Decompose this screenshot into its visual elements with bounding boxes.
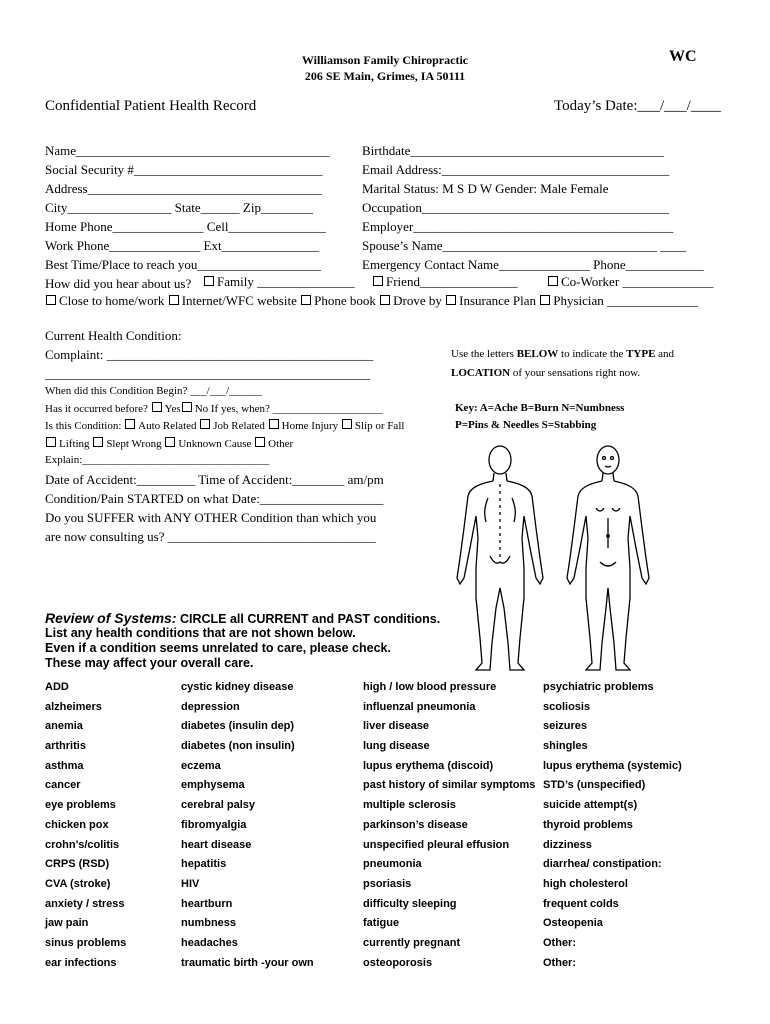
checkbox-yes[interactable] (152, 402, 162, 412)
referral-row-2: Close to home/work Internet/WFC website Phone book Drove by Insurance Plan Physician ______________ (45, 293, 698, 309)
checkbox-close-to-home[interactable] (46, 295, 56, 305)
checkbox-slept-wrong[interactable] (93, 437, 103, 447)
ros-column-2 (181, 678, 314, 973)
ros-condition-item[interactable]: anxiety / stress (45, 897, 125, 910)
checkbox-auto-related[interactable] (125, 419, 135, 429)
referral-coworker[interactable]: Co-Worker ______________ (547, 274, 713, 290)
checkbox-insurance-plan[interactable] (446, 295, 456, 305)
body-diagram-front[interactable] (560, 438, 670, 678)
sensation-key-line-2: P=Pins & Needles S=Stabbing (455, 419, 597, 431)
condition-heading: Current Health Condition: (45, 328, 182, 343)
ros-condition-item[interactable]: lung disease (363, 740, 430, 753)
condition-cause-row-2: Lifting Slept Wrong Unknown Cause Other (45, 437, 293, 450)
checkbox-friend[interactable] (373, 276, 383, 286)
work-phone-field[interactable]: Work Phone______________ Ext_______________ (45, 238, 320, 253)
checkbox-family[interactable] (204, 276, 214, 286)
condition-cause-row-1: Is this Condition: Auto Related Job Related Home Injury Slip or Fall (45, 420, 405, 432)
patient-info-right (362, 141, 704, 274)
checkbox-physician[interactable] (540, 295, 550, 305)
ros-column-3 (363, 678, 535, 973)
ros-condition-item[interactable]: pneumonia (363, 858, 422, 871)
ros-instruction-3: Even if a condition seems unrelated to care, please check. (45, 641, 391, 655)
best-time-field[interactable]: Best Time/Place to reach you___________________ (45, 257, 321, 272)
city-state-zip-field[interactable]: City________________ State______ Zip________ (45, 200, 313, 215)
ros-condition-item[interactable]: multiple sclerosis (363, 799, 456, 812)
ros-condition-item[interactable]: scoliosis (543, 700, 591, 713)
ros-condition-item[interactable]: unspecified pleural effusion (363, 838, 510, 851)
birthdate-field[interactable]: Birthdate_______________________________________ (362, 143, 664, 158)
ros-condition-item[interactable]: hepatitis (181, 858, 227, 871)
ros-condition-item[interactable]: high / low blood pressure (363, 681, 497, 693)
home-cell-phone-field[interactable]: Home Phone______________ Cell_______________ (45, 219, 326, 234)
sensation-key-line-1: Key: A=Ache B=Burn N=Numbness (455, 402, 625, 414)
ros-condition-item[interactable]: traumatic birth -your own (181, 956, 314, 969)
ros-condition-item[interactable]: difficulty sleeping (363, 897, 457, 910)
employer-field[interactable]: Employer________________________________________ (362, 219, 674, 234)
ros-condition-item[interactable]: jaw pain (45, 917, 89, 930)
ros-condition-item[interactable]: arthritis (45, 740, 86, 753)
condition-began-field[interactable]: When did this Condition Begin? ___/___/______ (45, 385, 263, 397)
ros-condition-item[interactable]: osteoporosis (363, 956, 433, 969)
clinic-code: WC (669, 48, 697, 65)
ros-condition-item[interactable]: parkinson’s disease (363, 818, 468, 831)
ros-condition-item[interactable]: thyroid problems (543, 818, 633, 831)
ros-condition-item[interactable]: heartburn (181, 897, 233, 910)
emergency-contact-field[interactable]: Emergency Contact Name______________ Phone____________ (362, 257, 704, 272)
checkbox-internet[interactable] (169, 295, 179, 305)
ros-condition-item[interactable]: currently pregnant (363, 936, 461, 949)
ros-condition-item[interactable]: Other: (543, 936, 576, 949)
explain-field[interactable]: Explain:__________________________________ (45, 454, 270, 466)
diagram-instructions-line-2: LOCATION of your sensations right now. (451, 367, 641, 379)
clinic-address: 206 SE Main, Grimes, IA 50111 (304, 69, 466, 83)
spouse-name-field[interactable]: Spouse’s Name_________________________________ ____ (362, 238, 687, 253)
accident-date-time-field[interactable]: Date of Accident:_________ Time of Accident:________ am/pm (45, 472, 384, 487)
address-field[interactable]: Address____________________________________ (45, 181, 322, 196)
ros-condition-item[interactable]: headaches (181, 936, 238, 949)
other-condition-field[interactable]: are now consulting us? ________________________________ (45, 529, 376, 544)
ros-condition-item[interactable]: emphysema (181, 779, 245, 792)
ssn-field[interactable]: Social Security #_____________________________ (45, 162, 323, 177)
body-diagram-back[interactable] (440, 438, 580, 678)
ros-condition-item[interactable]: CRPS (RSD) (45, 858, 110, 871)
ros-condition-item[interactable]: STD’s (unspecified) (543, 779, 646, 792)
ros-condition-item[interactable]: psychiatric problems (543, 681, 654, 693)
ros-condition-item[interactable]: cerebral palsy (181, 799, 255, 812)
ros-condition-item[interactable]: psoriasis (363, 877, 412, 890)
occurred-before-row: Has it occurred before? Yes No If yes, when? ____________________ (45, 403, 383, 415)
ros-condition-item[interactable]: fatigue (363, 917, 400, 930)
ros-column-4 (543, 678, 682, 973)
clinic-name: Williamson Family Chiropractic (301, 53, 469, 67)
ros-instruction-2: List any health conditions that are not shown below. (45, 626, 356, 640)
ros-condition-item[interactable]: Other: (543, 956, 576, 969)
ros-condition-item[interactable]: diarrhea/ constipation: (543, 858, 662, 871)
ros-condition-item[interactable]: Osteopenia (543, 917, 603, 930)
todays-date-field[interactable]: Today’s Date:___/___/____ (554, 98, 721, 114)
ros-condition-item[interactable]: HIV (181, 877, 200, 890)
referral-family[interactable]: Family _______________ (203, 274, 355, 290)
ros-condition-item[interactable]: diabetes (non insulin) (181, 740, 295, 753)
checkbox-job-related[interactable] (200, 419, 210, 429)
referral-friend[interactable]: Friend_______________ (372, 274, 517, 290)
ros-condition-item[interactable]: influenzal pneumonia (363, 700, 476, 713)
pain-started-field[interactable]: Condition/Pain STARTED on what Date:___________________ (45, 491, 384, 506)
marital-gender-field[interactable]: Marital Status: M S D W Gender: Male Female (362, 181, 609, 196)
ros-condition-item[interactable]: liver disease (363, 720, 430, 733)
name-field[interactable]: Name_______________________________________ (45, 143, 330, 158)
checkbox-unknown-cause[interactable] (165, 437, 175, 447)
ros-condition-item[interactable]: shingles (543, 740, 588, 753)
ros-condition-item[interactable]: high cholesterol (543, 877, 628, 890)
ros-condition-item[interactable]: heart disease (181, 838, 252, 851)
ros-condition-item[interactable]: ADD (45, 681, 69, 693)
ros-condition-item[interactable]: past history of similar symptoms (363, 779, 536, 792)
other-condition-question: Do you SUFFER with ANY OTHER Condition than which you (45, 510, 377, 525)
ros-condition-item[interactable]: dizziness (543, 838, 592, 851)
ros-condition-item[interactable]: suicide attempt(s) (543, 799, 638, 812)
ros-title: Review of Systems: CIRCLE all CURRENT and PAST conditions. (45, 610, 441, 626)
ros-condition-item[interactable]: lupus erythema (systemic) (543, 759, 682, 772)
ros-condition-item[interactable]: cystic kidney disease (181, 681, 294, 693)
checkbox-slip-or-fall[interactable] (342, 419, 352, 429)
checkbox-other[interactable] (255, 437, 265, 447)
checkbox-phone-book[interactable] (301, 295, 311, 305)
checkbox-no[interactable] (182, 402, 192, 412)
ros-condition-item[interactable]: alzheimers (45, 700, 102, 713)
ros-condition-item[interactable]: depression (181, 700, 240, 713)
checkbox-home-injury[interactable] (269, 419, 279, 429)
ros-condition-item[interactable]: CVA (stroke) (45, 877, 111, 890)
ros-condition-item[interactable]: asthma (45, 759, 84, 772)
checkbox-coworker[interactable] (548, 276, 558, 286)
ros-condition-item[interactable]: ear infections (45, 956, 117, 969)
ros-column-1 (45, 678, 126, 973)
email-field[interactable]: Email Address:___________________________________ (362, 162, 670, 177)
referral-question: How did you hear about us? (45, 276, 192, 291)
ros-condition-item[interactable]: frequent colds (543, 897, 619, 910)
occupation-field[interactable]: Occupation______________________________________ (362, 200, 669, 215)
checkbox-lifting[interactable] (46, 437, 56, 447)
ros-condition-item[interactable]: chicken pox (45, 818, 109, 831)
ros-condition-item[interactable]: cancer (45, 779, 81, 792)
ros-instruction-4: These may affect your overall care. (45, 656, 254, 670)
ros-condition-item[interactable]: crohn’s/colitis (45, 838, 120, 851)
ros-condition-item[interactable]: seizures (543, 720, 588, 733)
complaint-field-line-2[interactable]: __________________________________________________ (45, 366, 370, 381)
ros-condition-item[interactable]: lupus erythema (discoid) (363, 759, 494, 772)
ros-condition-item[interactable]: sinus problems (45, 936, 127, 949)
ros-condition-item[interactable]: diabetes (insulin dep) (181, 720, 295, 733)
complaint-field[interactable]: Complaint: _________________________________________ (45, 347, 374, 362)
ros-condition-item[interactable]: numbness (181, 917, 237, 930)
ros-condition-item[interactable]: eye problems (45, 799, 116, 812)
diagram-instructions-line-1: Use the letters BELOW to indicate the TYPE and (451, 348, 675, 360)
checkbox-drove-by[interactable] (380, 295, 390, 305)
ros-condition-item[interactable]: eczema (181, 759, 221, 772)
patient-info-left (45, 141, 330, 293)
form-title: Confidential Patient Health Record (45, 98, 257, 114)
ros-condition-item[interactable]: fibromyalgia (181, 818, 247, 831)
ros-condition-item[interactable]: anemia (45, 720, 83, 733)
